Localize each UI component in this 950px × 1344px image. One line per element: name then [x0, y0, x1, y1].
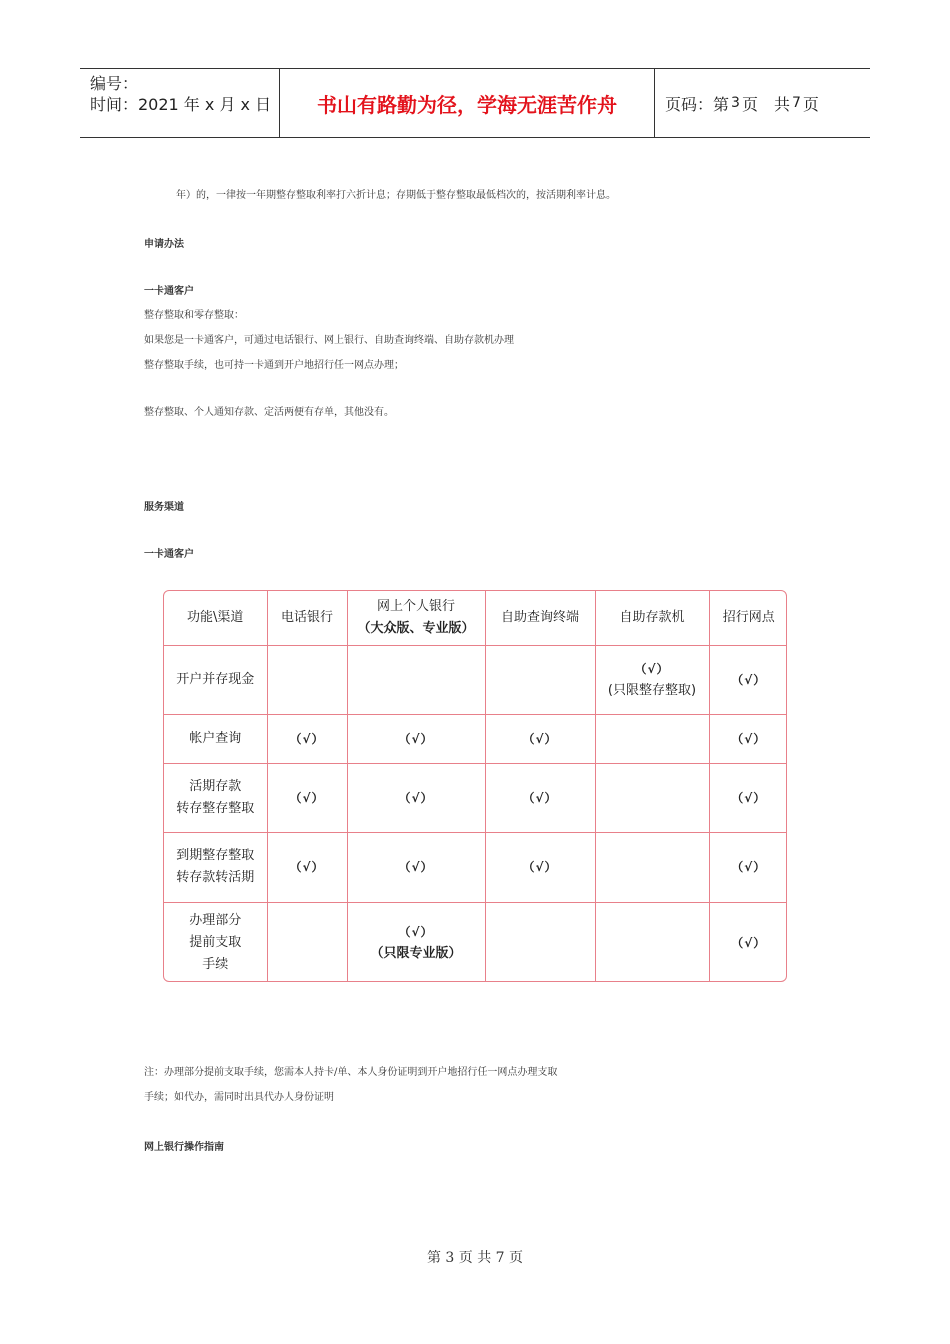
- number-label: 编号：: [90, 74, 139, 93]
- row-label: 帐户查询: [164, 714, 267, 763]
- check-cell: （√）: [347, 714, 485, 763]
- table-row: [164, 902, 787, 982]
- apply-heading: 申请办法: [144, 239, 184, 250]
- check-cell: （√）: [347, 832, 485, 902]
- card-customer-heading: 一卡通客户: [144, 286, 194, 297]
- check-cell: （√）: [709, 902, 787, 982]
- table-row: [164, 714, 787, 763]
- channel-heading: 服务渠道: [144, 502, 184, 513]
- apply-line-2: 如果您是一卡通客户，可通过电话银行、网上银行、自助查询终端、自助存款机办理: [144, 335, 514, 346]
- page-footer: 第 3 页 共 7 页: [426, 1250, 524, 1266]
- row-label: 活期存款 转存整存整取: [164, 763, 267, 832]
- col-header-online-bank: 网上个人银行 （大众版、专业版）: [347, 591, 485, 645]
- time-label: 时间：2021 年 x 月 x 日: [90, 95, 272, 114]
- check-cell: （√）: [267, 763, 347, 832]
- online-guide-heading: 网上银行操作指南: [144, 1142, 224, 1153]
- table-header-row: [164, 591, 787, 645]
- table-row: [164, 832, 787, 902]
- row-label: 开户并存现金: [164, 645, 267, 714]
- col-header-kiosk: 自助查询终端: [485, 591, 595, 645]
- header-motto: 书山有路勤为径，学海无涯苦作舟: [280, 69, 655, 137]
- header-page-number: 页码：第 3 页 共 7 页: [665, 94, 819, 114]
- check-cell: （√）: [485, 832, 595, 902]
- card-customer-heading-2: 一卡通客户: [144, 549, 194, 560]
- apply-line-3: 整存整取手续，也可持一卡通到开户地招行任一网点办理；: [144, 360, 404, 371]
- col-header-function: 功能\渠道: [164, 591, 267, 645]
- page-header: [80, 68, 870, 138]
- table-row: [164, 763, 787, 832]
- col-header-deposit-machine: 自助存款机: [595, 591, 709, 645]
- apply-line-1: 整存整取和零存整取：: [144, 310, 244, 321]
- col-header-phone-bank: 电话银行: [267, 591, 347, 645]
- service-channel-table: [163, 590, 787, 982]
- check-cell: （√）: [485, 714, 595, 763]
- header-meta: [80, 69, 280, 137]
- check-cell: （√） (只限整存整取): [595, 645, 709, 714]
- row-label: 办理部分 提前支取 手续: [164, 902, 267, 982]
- check-cell: （√）: [709, 763, 787, 832]
- check-cell: （√）: [485, 763, 595, 832]
- check-cell: （√）: [347, 763, 485, 832]
- check-cell: （√）: [709, 645, 787, 714]
- col-header-branch: 招行网点: [709, 591, 787, 645]
- note-line-1: 注：办理部分提前支取手续，您需本人持卡/单、本人身份证明到开户地招行任一网点办理支取: [144, 1067, 558, 1078]
- check-cell: （√）: [267, 832, 347, 902]
- apply-line-4: 整存整取、个人通知存款、定活两便有存单，其他没有。: [144, 407, 394, 418]
- check-cell: （√）: [709, 832, 787, 902]
- intro-paragraph: 年）的，一律按一年期整存整取利率打六折计息；存期低于整存整取最低档次的，按活期利率计息。: [176, 190, 616, 201]
- note-line-2: 手续；如代办，需同时出具代办人身份证明: [144, 1092, 334, 1103]
- row-label: 到期整存整取 转存款转活期: [164, 832, 267, 902]
- check-cell: （√）: [709, 714, 787, 763]
- table-row: [164, 645, 787, 714]
- check-cell: （√） （只限专业版）: [347, 902, 485, 982]
- check-cell: （√）: [267, 714, 347, 763]
